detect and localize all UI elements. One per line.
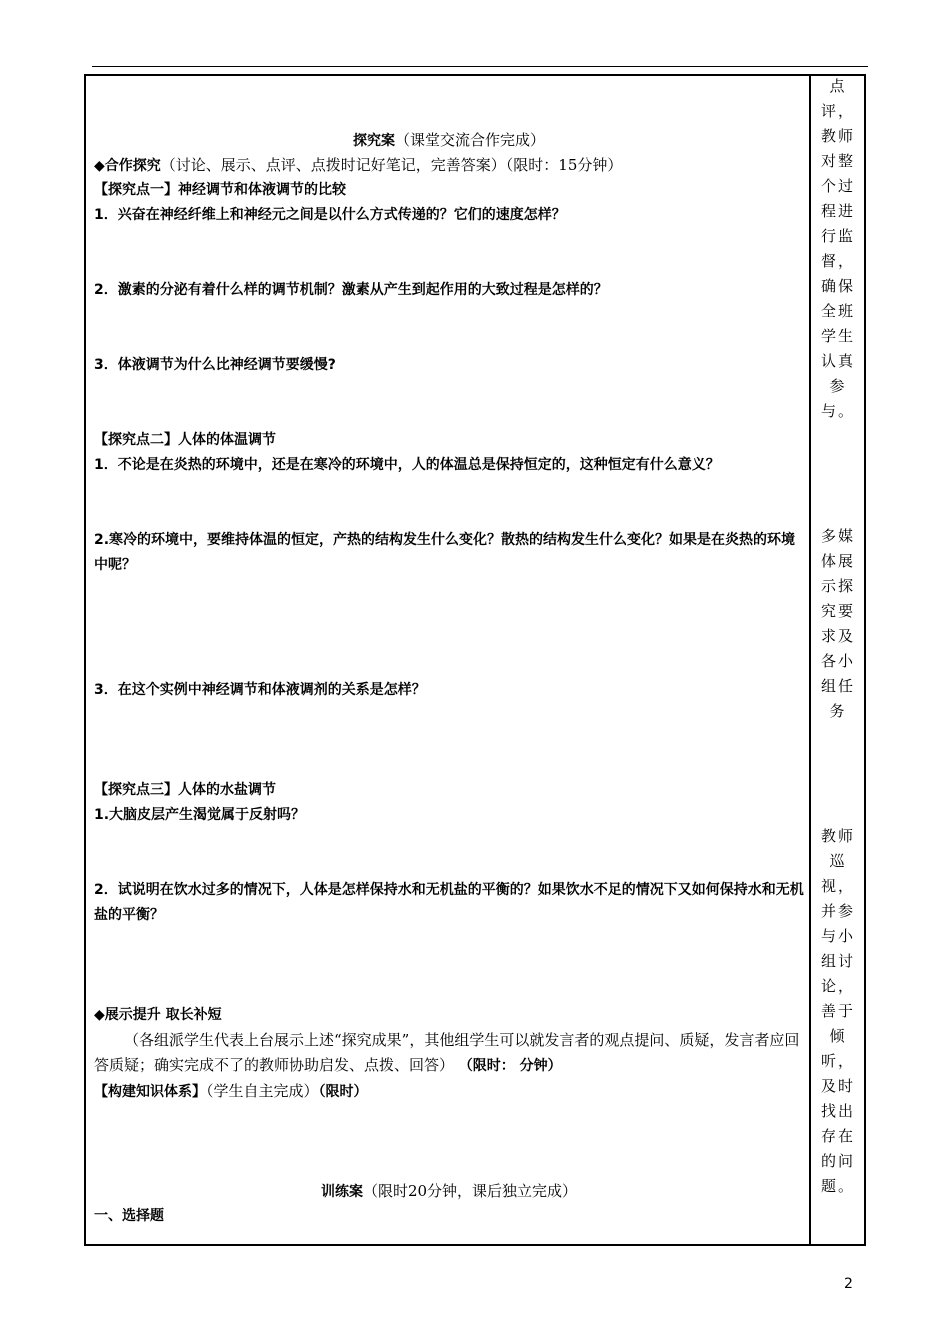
inquiry-title-line	[94, 128, 804, 153]
point3-q2: 2．试说明在饮水过多的情况下，人体是怎样保持水和无机盐的平衡的？如果饮水不足的情况下又如何保持水和无机盐的平衡？	[94, 882, 804, 923]
point3-heading: 【探究点三】人体的水盐调节	[94, 782, 276, 798]
training-title-line	[94, 1179, 804, 1204]
training-title: 训练案	[320, 1184, 363, 1200]
point2-q2: 2.寒冷的环境中，要维持体温的恒定，产热的结构发生什么变化？散热的结构发生什么变化？如果是在炎热的环境中呢？	[94, 532, 796, 573]
show-body	[94, 1028, 804, 1079]
point1-q1: 1．兴奋在神经纤维上和神经元之间是以什么方式传递的？它们的速度怎样？	[94, 207, 566, 223]
point1-heading: 【探究点一】神经调节和体液调节的比较	[94, 182, 346, 198]
point2-q1: 1．不论是在炎热的环境中，还是在寒冷的环境中，人的体温总是保持恒定的，这种恒定有什么意义？	[94, 457, 720, 473]
point2-q3: 3．在这个实例中神经调节和体液调剂的关系是怎样？	[94, 682, 426, 698]
knowledge-limit: （限时）	[318, 1084, 368, 1100]
show-heading: ◆展示提升 取长补短	[94, 1007, 222, 1023]
coop-heading: ◆合作探究	[94, 158, 161, 174]
knowledge-heading: 【构建知识体系】	[94, 1084, 206, 1100]
side-column	[815, 74, 861, 1199]
side-note-3: 教师巡视，并参与小组讨论，善于倾听，及时找出存在的问题。	[820, 827, 855, 1195]
point3-q1: 1.大脑皮层产生渴觉属于反射吗？	[94, 807, 306, 823]
show-limit: （限时： 分钟）	[458, 1058, 562, 1074]
header-rule	[92, 66, 868, 67]
inquiry-title-note: （课堂交流合作完成）	[394, 131, 545, 149]
point1-q3: 3．体液调节为什么比神经调节要缓慢?	[94, 357, 336, 373]
point2-heading: 【探究点二】人体的体温调节	[94, 432, 276, 448]
main-column	[94, 78, 804, 1242]
knowledge-note: （学生自主完成）	[206, 1082, 319, 1100]
coop-line	[94, 153, 804, 178]
coop-note: （讨论、展示、点评、点拨时记好笔记，完善答案）（限时：15分钟）	[160, 156, 623, 174]
page-number: 2	[844, 1276, 853, 1292]
column-divider	[809, 74, 811, 1246]
side-note-2: 多媒体展示探究要求及各小组任务	[820, 527, 855, 720]
section-choice-title: 一、选择题	[94, 1208, 164, 1224]
knowledge-line	[94, 1079, 804, 1104]
point1-q2: 2．激素的分泌有着什么样的调节机制？激素从产生到起作用的大致过程是怎样的？	[94, 282, 608, 298]
show-body-text: （各组派学生代表上台展示上述“探究成果”，其他组学生可以就发言者的观点提问、质疑，发言者应回答质疑；确实完成不了的教师协助启发、点拨、回答）	[94, 1031, 800, 1074]
inquiry-title: 探究案	[352, 133, 395, 149]
side-note-1: 点评，教师对整个过程进行监督，确保全班学生认真参与。	[820, 77, 855, 420]
training-note: （限时20分钟，课后独立完成）	[362, 1182, 578, 1200]
